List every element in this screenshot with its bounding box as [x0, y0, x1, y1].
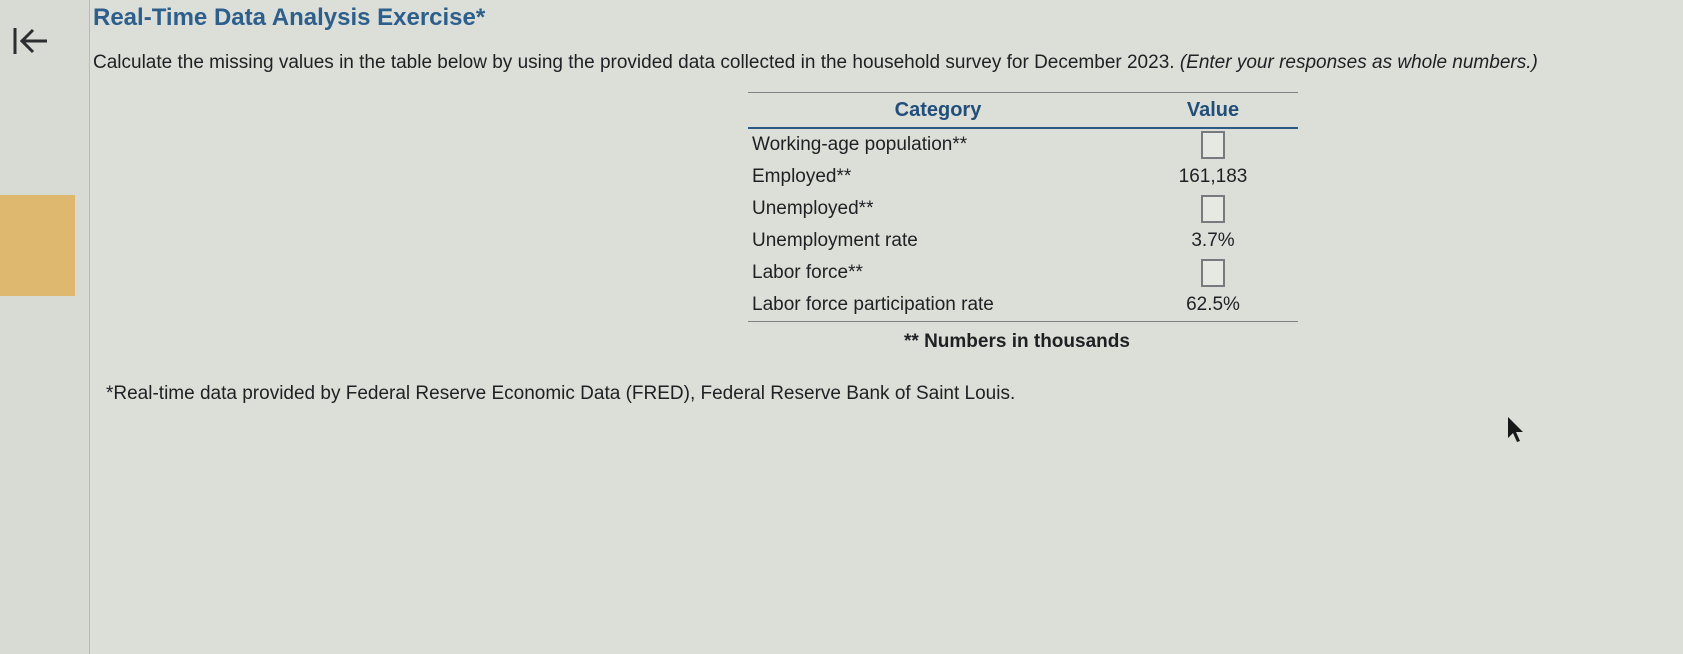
- page-title: Real-Time Data Analysis Exercise*: [93, 4, 486, 31]
- working-age-population-label: Working-age population**: [752, 134, 968, 155]
- labor-force-label: Labor force**: [752, 262, 863, 283]
- table-row-unemployment-rate: [748, 225, 1298, 257]
- table-row-unemployed: [748, 193, 1298, 225]
- labor-force-participation-rate-value: 62.5%: [1186, 294, 1240, 315]
- mouse-pointer-icon: [1506, 416, 1526, 444]
- source-note: *Real-time data provided by Federal Reserve Economic Data (FRED), Federal Reserve Bank of Saint Louis.: [106, 383, 1016, 404]
- household-survey-table: [748, 92, 1298, 322]
- labor-force-input[interactable]: [1201, 259, 1225, 287]
- table-row-employed: [748, 161, 1298, 193]
- employed-value: 161,183: [1178, 166, 1248, 187]
- current-item-highlight: [0, 195, 75, 296]
- entry-format-note: (Enter your responses as whole numbers.): [1179, 52, 1538, 73]
- unemployed-input[interactable]: [1201, 195, 1225, 223]
- left-rail: [0, 0, 90, 654]
- working-age-population-cell: [1128, 128, 1298, 161]
- instructions: [93, 52, 1673, 74]
- table-row-labor-force: [748, 257, 1298, 289]
- table-footnote: ** Numbers in thousands: [904, 331, 1130, 352]
- instruction-text: Calculate the missing values in the table below by using the provided data collected in the household survey for December 2023.: [93, 52, 1175, 73]
- category-column-header: Category: [748, 93, 1128, 129]
- unemployment-rate-label: Unemployment rate: [752, 230, 918, 251]
- table-row-labor-force-participation-rate: [748, 289, 1298, 322]
- labor-force-participation-rate-label: Labor force participation rate: [752, 294, 994, 315]
- unemployed-label: Unemployed**: [752, 198, 874, 219]
- working-age-population-input[interactable]: [1201, 131, 1225, 159]
- arrow-left-to-bar-icon[interactable]: [9, 20, 53, 64]
- employed-label: Employed**: [752, 166, 852, 187]
- value-column-header: Value: [1128, 93, 1298, 129]
- exercise-content: [90, 0, 1683, 654]
- unemployment-rate-value: 3.7%: [1191, 230, 1235, 251]
- unemployed-cell: [1128, 193, 1298, 225]
- table-row-working-age-population: [748, 128, 1298, 161]
- labor-force-cell: [1128, 257, 1298, 289]
- table-header-row: [748, 93, 1298, 129]
